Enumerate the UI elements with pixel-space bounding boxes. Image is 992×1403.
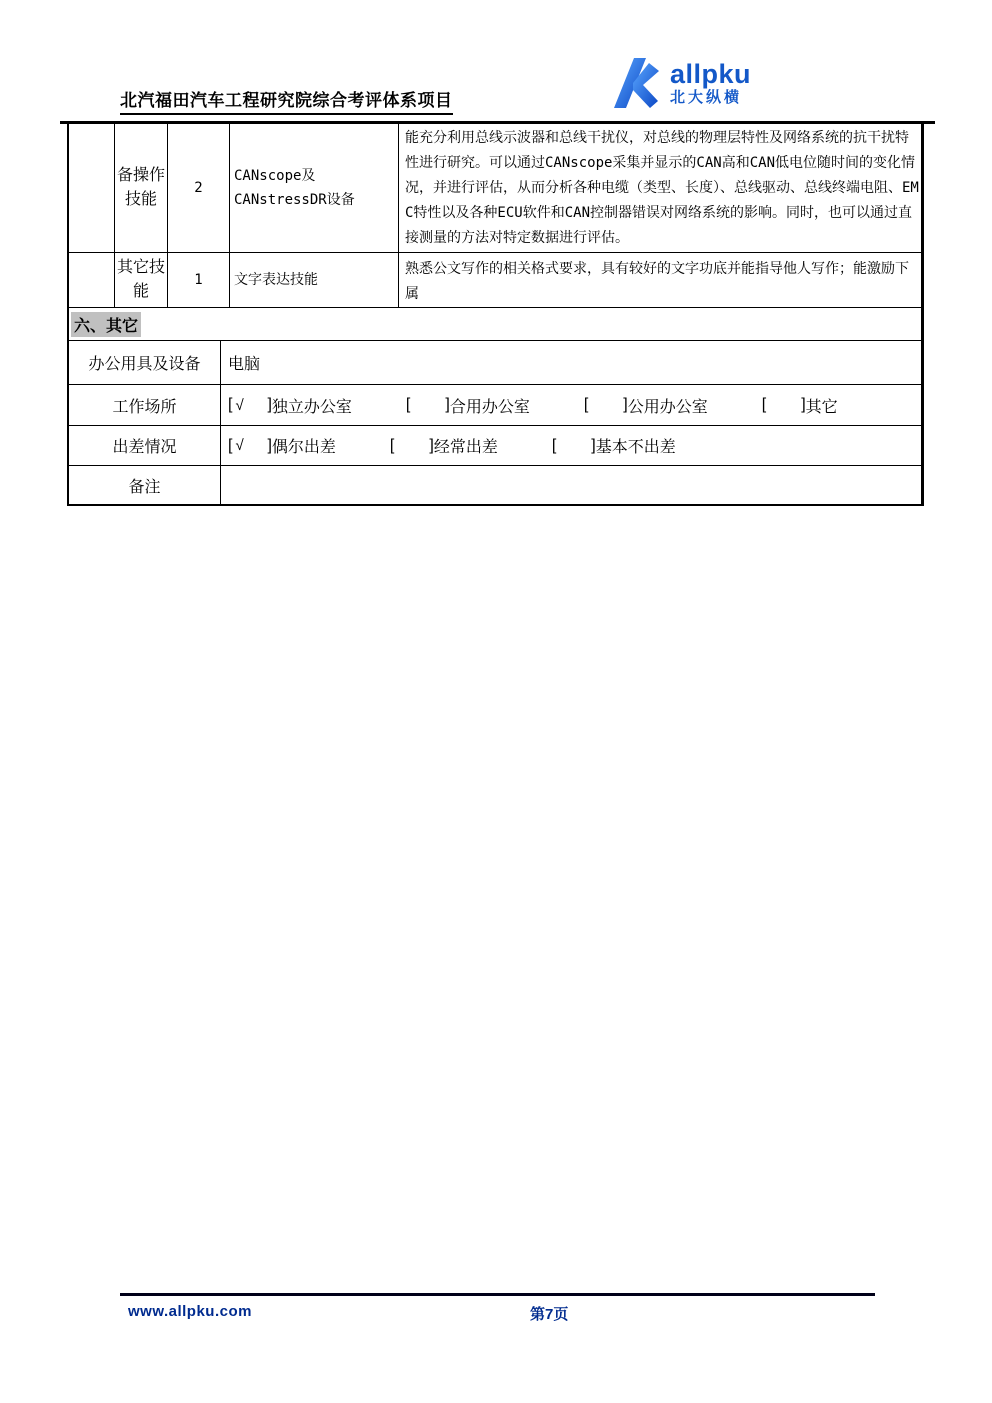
table-row-other-skill [69,252,921,307]
row-value-checkboxes [220,385,921,425]
section-header-label: 六、其它 [71,312,141,337]
evaluation-table [67,124,924,506]
cell-skill-name: CANscope及CANstressDR设备 [229,124,398,252]
cell-skill-description: 能充分利用总线示波器和总线干扰仪，对总线的物理层特性及网络系统的抗干扰特性进行研究。可以通过CANscope采集并显示的CAN高和CAN低电位随时间的变化情况，并进行评估，从而分析各种电缆（类型、长度）、总线驱动、总线终端电阻、EMC特性以及各种ECU软件和CAN控制器错误对网络系统的影响。同时，也可以通过直接测量的方法对特定数据进行评估。 [398,124,921,252]
row-label: 出差情况 [112,439,177,456]
footer-page-number: 第7页 [530,1306,569,1323]
footer-divider [120,1293,875,1296]
checkbox-option[interactable]: [ √ ] 独立办公室 [228,394,352,417]
row-value: 电脑 [220,341,921,384]
cell-skill-name: 文字表达技能 [229,253,398,307]
checkbox-option[interactable]: [ ] 公用办公室 [584,394,708,417]
footer-website-link[interactable]: www.allpku.com [128,1303,252,1320]
checkbox-option-label: 合用办公室 [449,398,530,416]
logo-brand-cn: 北大纵横 [670,89,743,106]
checkbox-option[interactable]: [ ] 经常出差 [390,434,498,457]
row-value-checkboxes [220,426,921,465]
row-label: 备注 [128,478,161,496]
cell-empty [69,124,114,252]
cell-skill-count: 2 [167,124,229,252]
cell-skill-description: 熟悉公文写作的相关格式要求，具有较好的文字功底并能指导他人写作；能激励下属 [398,253,921,307]
checkbox-option-label: 其它 [805,398,838,416]
allpku-logo [612,56,751,110]
cell-skill-category: 其它技能 [114,253,167,307]
cell-empty [69,253,114,307]
table-row-operation-skill [69,124,921,252]
cell-skill-category: 备操作技能 [114,124,167,252]
logo-brand-en: allpku [670,59,752,89]
table-row-workplace [69,384,921,425]
checkbox-option-label: 偶尔出差 [271,439,336,456]
row-label: 工作场所 [112,398,177,416]
table-row-remarks [69,465,921,504]
logo-text [670,61,751,105]
allpku-logo-mark-icon [612,56,664,110]
checkbox-option-label: 经常出差 [433,439,498,456]
check-icon: √ [235,396,244,414]
checkbox-option[interactable]: [ ] 其它 [762,394,838,417]
checkbox-option[interactable]: [ ] 合用办公室 [406,394,530,417]
cell-skill-count: 1 [167,253,229,307]
row-label: 办公用具及设备 [88,356,201,373]
table-row-office-equipment [69,340,921,384]
page-title: 北汽福田汽车工程研究院综合考评体系项目 [120,86,453,115]
checkbox-option-label: 独立办公室 [271,398,352,416]
checkbox-option-label: 公用办公室 [627,398,708,416]
checkbox-option[interactable]: [ ] 基本不出差 [552,434,676,457]
table-row-travel [69,425,921,465]
row-value [220,466,921,504]
section-header-row [69,307,921,340]
checkbox-option-label: 基本不出差 [595,439,676,456]
checkbox-option[interactable]: [ √ ] 偶尔出差 [228,434,336,457]
check-icon: √ [235,437,244,454]
